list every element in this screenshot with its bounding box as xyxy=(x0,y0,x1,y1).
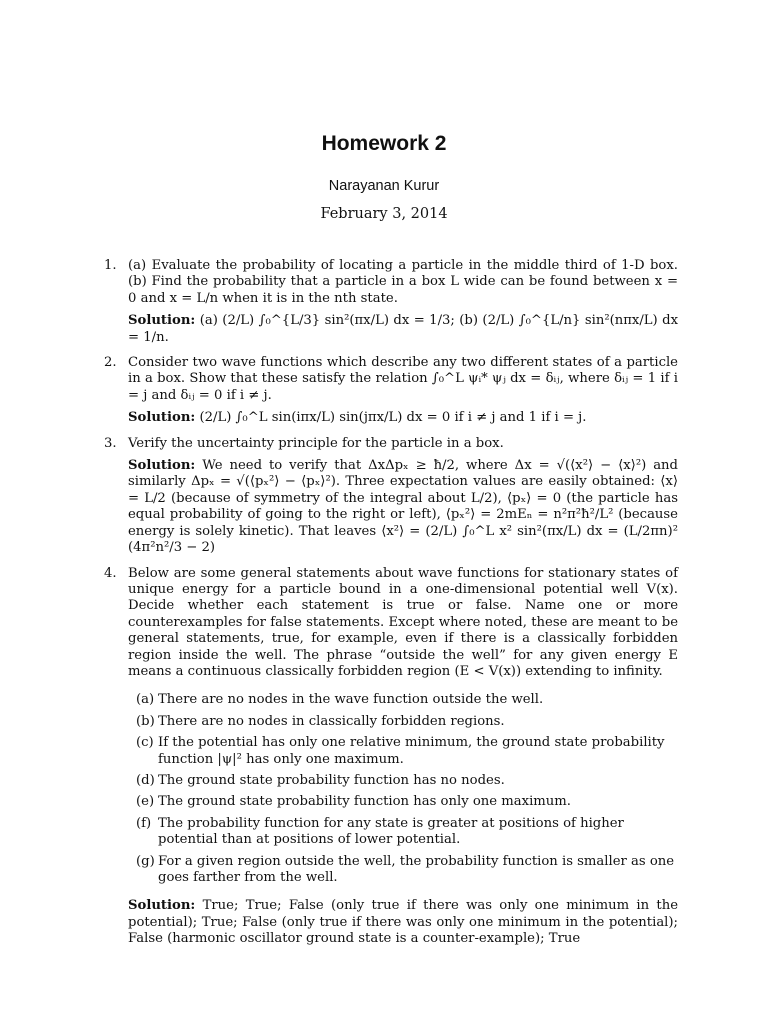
problem-text: (a) Evaluate the probability of locating a particle in the middle third of 1-D box. (b) Find the probability that a particle in a box L wide can be found between x = 0 and x = L/n when it is in the nth state. xyxy=(128,258,678,306)
problem-number: 1. xyxy=(104,258,117,273)
statement-text: There are no nodes in the wave function outside the well. xyxy=(158,692,544,708)
solution xyxy=(128,410,678,426)
statement-label: (f) xyxy=(136,815,152,831)
statement-text: If the potential has only one relative minimum, the ground state probability function |ψ|² has only one maximum. xyxy=(158,735,665,767)
problem-text: Consider two wave functions which describe any two different states of a particle in a box. Show that these satisfy the relation ∫₀^L ψᵢ* ψⱼ dx = δᵢⱼ, where δᵢⱼ = 1 if i = j and δᵢⱼ = 0 if i ≠ j. xyxy=(128,355,678,403)
author-name: Narayanan Kurur xyxy=(328,178,440,194)
statement-item xyxy=(136,714,678,730)
problem-list xyxy=(104,258,678,957)
problem-3 xyxy=(104,436,678,557)
statement-item xyxy=(136,735,678,768)
solution xyxy=(128,898,678,947)
statement-text: For a given region outside the well, the probability function is smaller as one goes farther from the well. xyxy=(158,853,675,885)
statement-text: The ground state probability function has no nodes. xyxy=(158,772,505,788)
statement-item xyxy=(136,816,678,849)
statement-label: (c) xyxy=(136,735,154,751)
problem-number: 2. xyxy=(104,355,117,371)
solution xyxy=(128,458,678,556)
document-date: February 3, 2014 xyxy=(320,206,448,222)
statement-list xyxy=(136,692,678,886)
statement-item xyxy=(136,773,678,789)
statement-item xyxy=(136,692,678,708)
problem-text: Verify the uncertainty principle for the particle in a box. xyxy=(128,435,504,451)
solution-label: Solution: xyxy=(128,313,196,329)
problem-text: Below are some general statements about wave functions for stationary states of unique energy for a particle bound in a one-dimensional potential well V(x). Decide whether each statement is true or false. Name one or more counterexamples for false statements. Except where noted, these are meant to be general statements, true, for example, even if there is a classically forbidden region inside the well. The phrase “outside the well” for any given energy E means a continuous classically forbidden region (E < V(x)) extending to infinity. xyxy=(128,565,678,679)
statement-label: (e) xyxy=(136,794,155,810)
statement-item xyxy=(136,794,678,810)
statement-label: (b) xyxy=(136,713,155,729)
solution-label: Solution: xyxy=(128,410,196,426)
statement-label: (g) xyxy=(136,853,155,869)
problem-number: 4. xyxy=(104,565,117,581)
solution-text: (a) (2/L) ∫₀^{L/3} sin²(πx/L) dx = 1/3; (b) (2/L) ∫₀^{L/n} sin²(nπx/L) dx = 1/n. xyxy=(128,313,678,345)
statement-text: The probability function for any state is greater at positions of higher potential than at positions of lower potential. xyxy=(158,815,624,848)
document-title: Homework 2 xyxy=(321,132,447,155)
problem-number: 3. xyxy=(104,435,117,451)
solution-label: Solution: xyxy=(128,898,196,914)
statement-item xyxy=(136,854,678,887)
solution-text: We need to verify that ΔxΔpₓ ≥ ħ/2, where Δx = √(⟨x²⟩ − ⟨x⟩²) and similarly Δpₓ = √(⟨pₓ²⟩ − ⟨pₓ⟩²). Three expectation values are easily obtained: ⟨x⟩ = L/2 (because of symmetry of the integral about L/2), ⟨pₓ⟩ = 0 (the particle has equal probability of going to the right or left), ⟨pₓ²⟩ = 2mEₙ = n²π²ħ²/L² (because energy is solely kinetic). That leaves ⟨x²⟩ = (2/L) ∫₀^L x² sin²(πx/L) dx = (L/2πn)² (4π²n²/3 − 2) xyxy=(128,458,678,556)
solution-text: (2/L) ∫₀^L sin(iπx/L) sin(jπx/L) dx = 0 if i ≠ j and 1 if i = j. xyxy=(199,410,587,426)
statement-text: There are no nodes in classically forbidden regions. xyxy=(158,713,505,729)
problem-4 xyxy=(104,566,678,948)
statement-label: (a) xyxy=(136,692,155,708)
statement-text: The ground state probability function has only one maximum. xyxy=(158,794,571,810)
problem-1 xyxy=(104,258,678,346)
solution-label: Solution: xyxy=(128,458,196,474)
problem-2 xyxy=(104,355,678,427)
solution xyxy=(128,313,678,346)
solution-text: True; True; False (only true if there was only one minimum in the potential); True; False (only true if there was only one minimum in the potential); False (harmonic oscillator ground state is a counter-example); True xyxy=(128,898,679,947)
statement-label: (d) xyxy=(136,772,155,788)
